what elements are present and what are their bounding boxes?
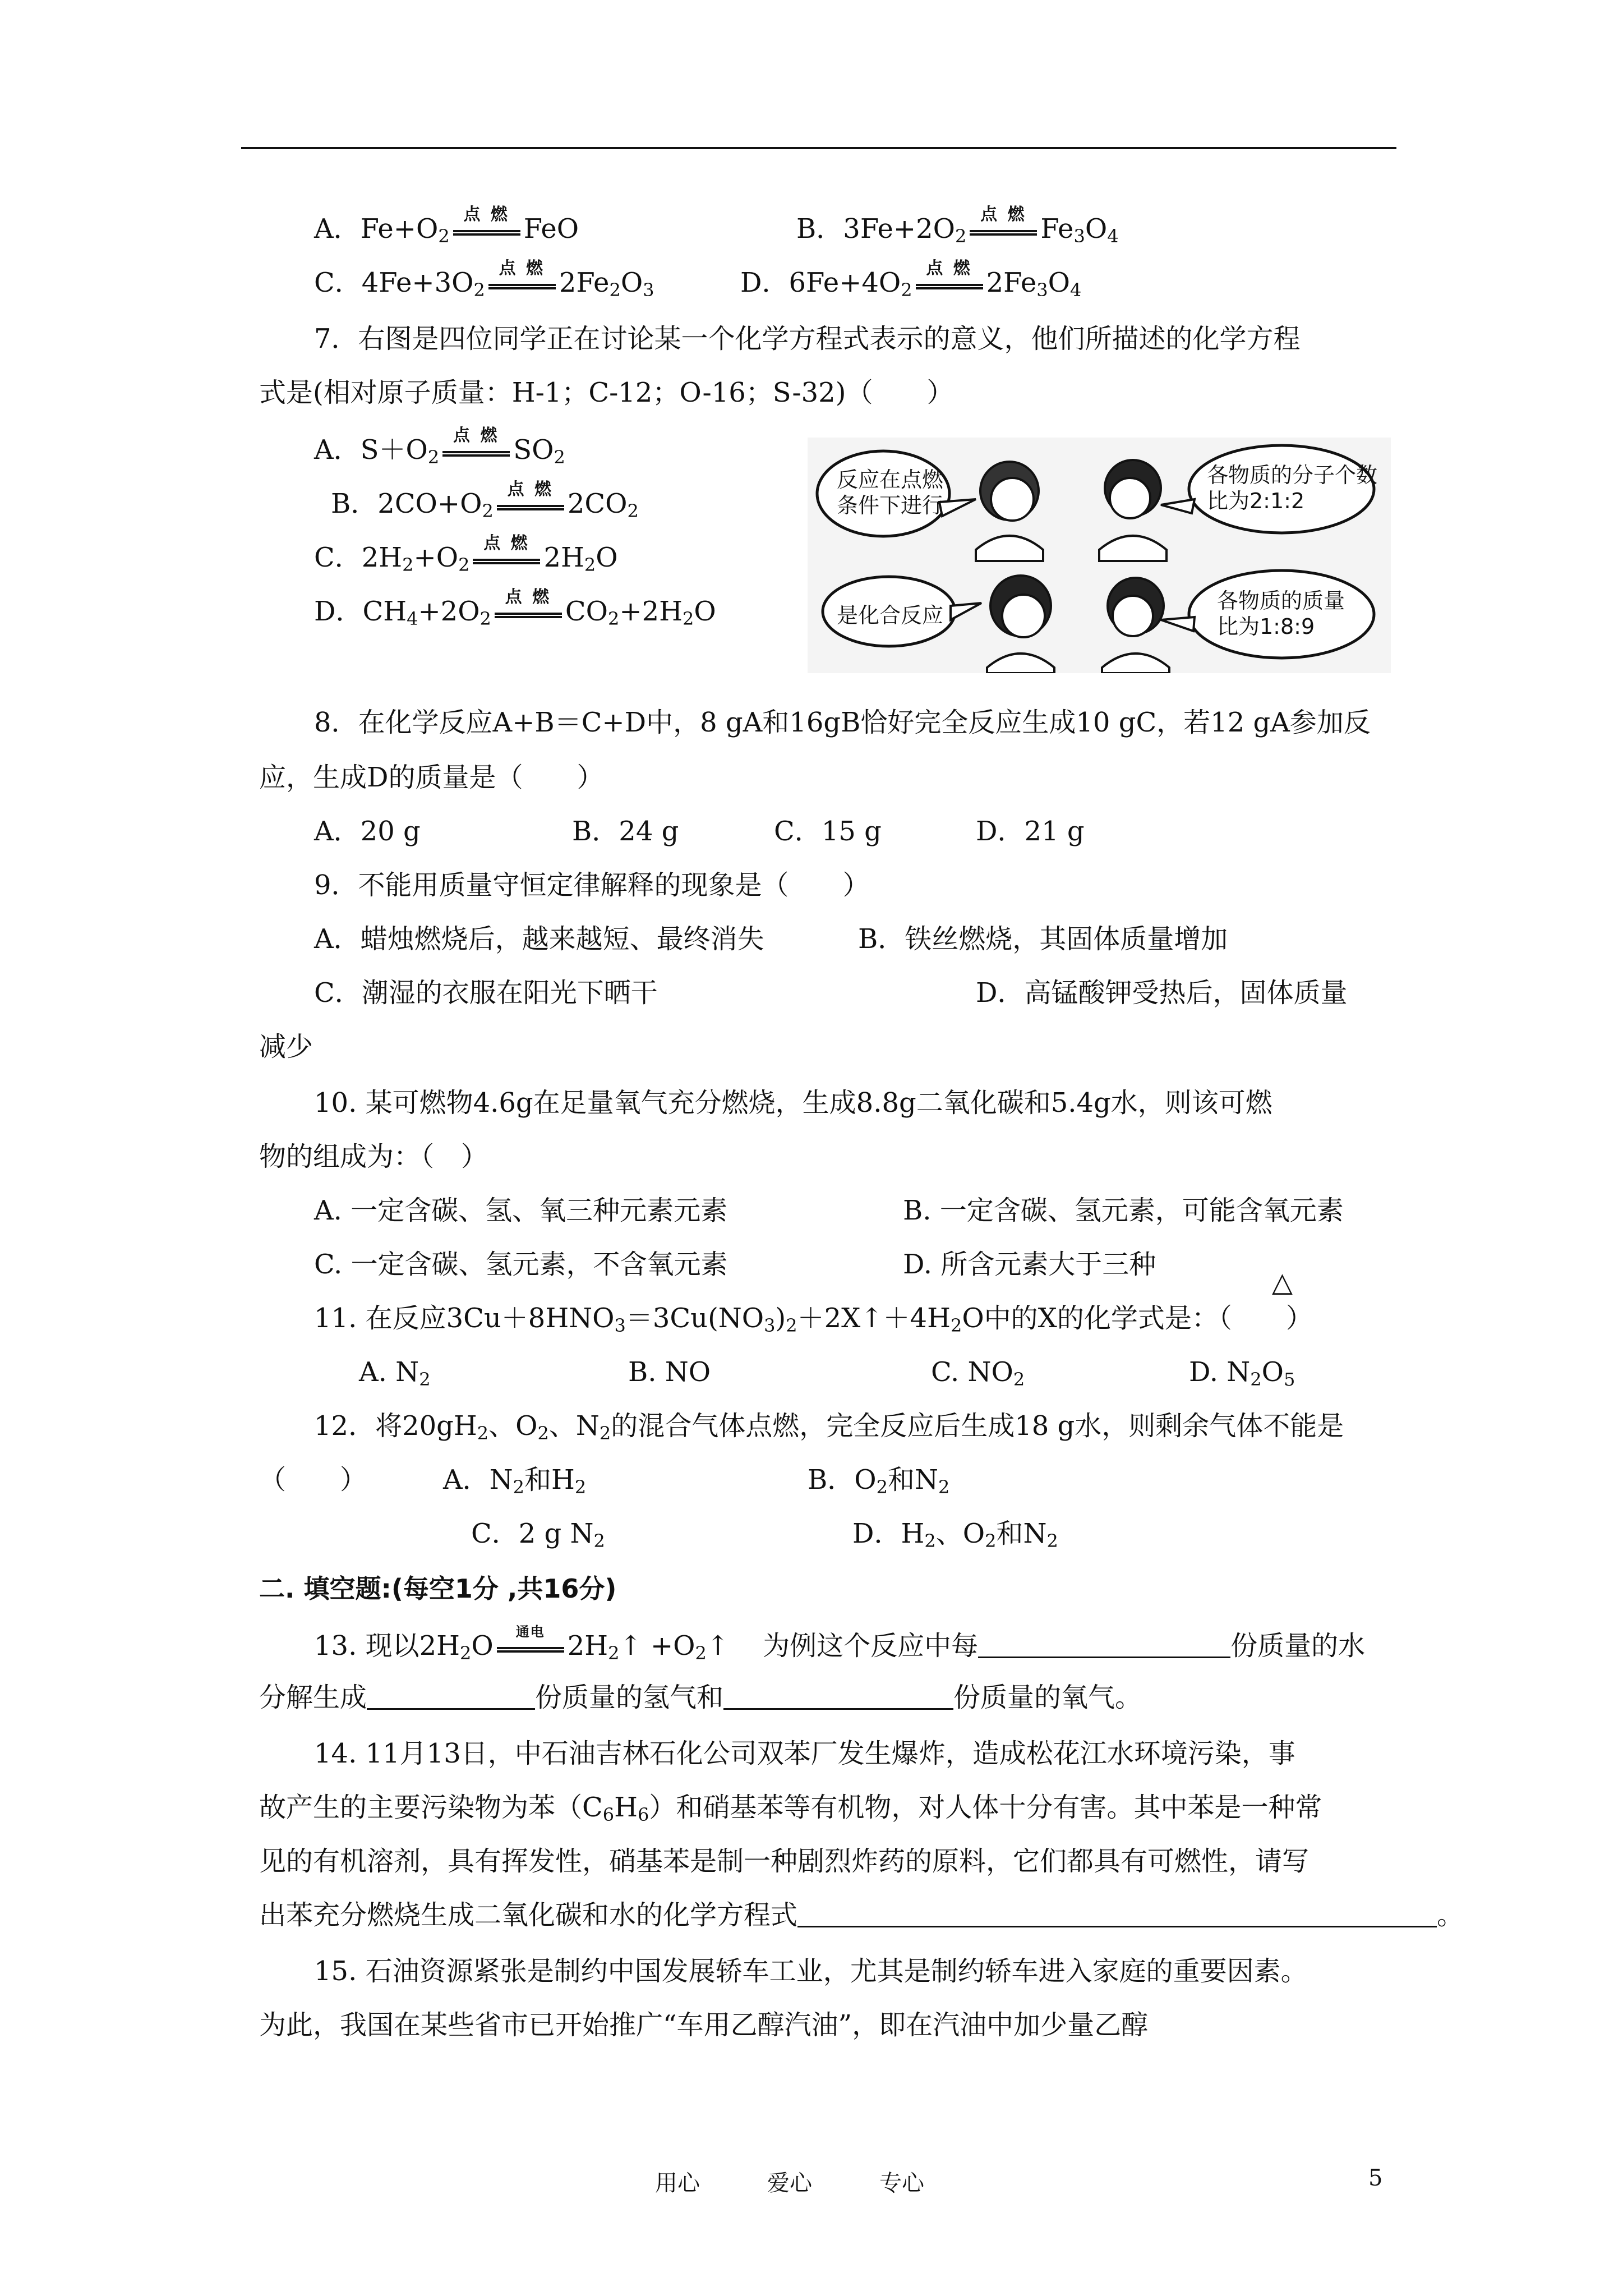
q12-stem: 12．将$20gH_2$、$O_2$、$N_2$的混合气体点燃，完全反应后生成18 g水，则剩余气体不能是 — [314, 1410, 1344, 1444]
q11-option-c: C. $NO_2$ — [931, 1356, 1025, 1390]
bubble-text-tr: 各物质的分子个数 比为2:1:2 — [1207, 463, 1378, 513]
bubble-text-tl: 反应在点燃 条件下进行 — [837, 467, 944, 518]
footer-motto-2: 爱心 — [767, 2170, 812, 2196]
q9-option-a: A．蜡烛燃烧后，越来越短、最终消失 — [314, 923, 764, 955]
q8-option-a: A．20 g — [314, 816, 421, 847]
q12-option-d: D．$H_2$、$O_2$和$N_2$ — [852, 1518, 1058, 1552]
q13-blank-2[interactable] — [367, 1681, 535, 1710]
q14-line2: 故产生的主要污染物为苯$(C_6H_6)$和硝基苯等有机物，对人体十分有害。其中苯是一种常 — [259, 1792, 1322, 1825]
condition-mark: 点 燃 — [970, 209, 1037, 242]
q9-option-d: D．高锰酸钾受热后，固体质量 — [976, 977, 1348, 1009]
q14-line1: 14. 11月13日，中石油吉林石化公司双苯厂发生爆炸，造成松花江水环境污染，事 — [314, 1738, 1295, 1769]
q7-option-d: D．$CH_4+2O_2$ 点 燃 $CO_2+2H_2O$ — [314, 587, 716, 629]
page-number: 5 — [1368, 2165, 1383, 2191]
q10-option-a: A. 一定含碳、氢、氧三种元素元素 — [314, 1195, 728, 1226]
q15-line1: 15. 石油资源紧张是制约中国发展轿车工业，尤其是制约轿车进入家庭的重要因素。 — [314, 1955, 1308, 1987]
footer-motto-1: 用心 — [655, 2170, 700, 2196]
condition-mark: 点 燃 — [488, 263, 556, 296]
q10-stem-line2: 物的组成为：（ ） — [259, 1141, 488, 1172]
header-rule — [241, 147, 1396, 149]
q6-option-a: A．$Fe+O_2$ 点 燃 FeO — [314, 205, 579, 247]
q14-blank[interactable] — [797, 1899, 1437, 1927]
q6-option-d: D．$6Fe+4O_2$ 点 燃 $2Fe_3O_4$ — [740, 259, 1082, 301]
condition-mark: 点 燃 — [453, 209, 520, 242]
q14-line4: 出苯充分燃烧生成二氧化碳和水的化学方程式 。 — [259, 1899, 1464, 1931]
q7-option-a: A．$S+O_2$ 点 燃 $SO_2$ — [314, 426, 565, 468]
q6-option-c: C．$4Fe+3O_2$ 点 燃 $2Fe_2O_3$ — [314, 259, 654, 301]
q13-blank-1[interactable] — [978, 1630, 1230, 1658]
q11-option-b: B. NO — [628, 1356, 711, 1388]
q7-stem-line2: 式是(相对原子质量：H-1；C-12；O-16；S-32)（ ） — [259, 377, 954, 408]
q8-option-d: D．21 g — [976, 816, 1085, 847]
q8-option-b: B．24 g — [572, 816, 679, 847]
q10-option-d: D. 所含元素大于三种 — [903, 1249, 1156, 1280]
q12-option-a: A．$N_2$和$H_2$ — [443, 1464, 587, 1498]
bubble-text-bl: 是化合反应 — [837, 603, 944, 628]
q10-option-c: C. 一定含碳、氢元素，不含氧元素 — [314, 1249, 728, 1280]
heat-triangle-symbol: △ — [1272, 1267, 1293, 1298]
q7-option-c: C．$2H_2+O_2$ 点 燃 $2H_2O$ — [314, 533, 618, 576]
condition-mark: 点 燃 — [916, 263, 983, 296]
section-2-title: 二. 填空题:(每空1分 ,共16分) — [259, 1573, 617, 1604]
q10-stem-line1: 10. 某可燃物4.6g在足量氧气充分燃烧，生成8.8g二氧化碳和5.4g水，则该可燃 — [314, 1087, 1272, 1119]
q8-option-c: C．15 g — [774, 816, 882, 847]
q6-option-b: B．$3Fe+2O_2$ 点 燃 $Fe_3O_4$ — [796, 205, 1119, 247]
q7-option-b: B．$2CO+O_2$ 点 燃 $2CO_2$ — [331, 480, 639, 522]
bubble-text-br: 各物质的质量 比为1:8:9 — [1217, 588, 1345, 639]
q9-option-d-cont: 减少 — [259, 1031, 313, 1062]
q13-line1: 13. 现以$2H_2O$ 通电 $2H_2↑$ $+O_2↑$ 为例这个反应中每 份质量的水 — [314, 1624, 1366, 1664]
q9-stem: 9．不能用质量守恒定律解释的现象是（ ） — [314, 869, 870, 901]
q10-option-b: B. 一定含碳、氢元素，可能含氧元素 — [903, 1195, 1344, 1226]
students-discussion-illustration — [808, 438, 1391, 673]
q11-option-d: D. $N_2O_5$ — [1189, 1356, 1295, 1390]
q12-option-b: B．$O_2$和$N_2$ — [808, 1464, 950, 1498]
footer-motto-3: 专心 — [879, 2170, 924, 2196]
q12-paren: （ ） — [259, 1464, 367, 1496]
q8-stem-line2: 应，生成D的质量是（ ） — [259, 762, 604, 793]
q14-line3: 见的有机溶剂，具有挥发性，硝基苯是制一种剧烈炸药的原料，它们都具有可燃性，请写 — [259, 1846, 1310, 1877]
q9-option-c: C．潮湿的衣服在阳光下晒干 — [314, 977, 658, 1009]
q11-option-a: A. $N_2$ — [359, 1356, 431, 1390]
q13-blank-3[interactable] — [723, 1681, 953, 1710]
q7-stem-line1: 7．右图是四位同学正在讨论某一个化学方程式表示的意义，他们所描述的化学方程 — [314, 323, 1301, 355]
q15-line2: 为此，我国在某些省市已开始推广“车用乙醇汽油”，即在汽油中加少量乙醇 — [259, 2009, 1149, 2041]
electrolysis-condition-mark: 通电 — [497, 1626, 564, 1659]
q9-option-b: B．铁丝燃烧，其固体质量增加 — [858, 923, 1228, 955]
q13-line2: 分解生成 份质量的氢气和 份质量的氧气。 — [259, 1682, 1142, 1713]
q8-stem-line1: 8．在化学反应A+B＝C+D中，8 gA和16gB恰好完全反应生成10 gC，若12 gA参加反 — [314, 707, 1371, 738]
q11-stem: 11. 在反应$3Cu+8HNO_3=3Cu(NO_3)_2+2X↑+4H_2O$中的X的化学式是：（ ） — [314, 1303, 1313, 1336]
q12-option-c: C．2 g $N_2$ — [471, 1518, 605, 1552]
